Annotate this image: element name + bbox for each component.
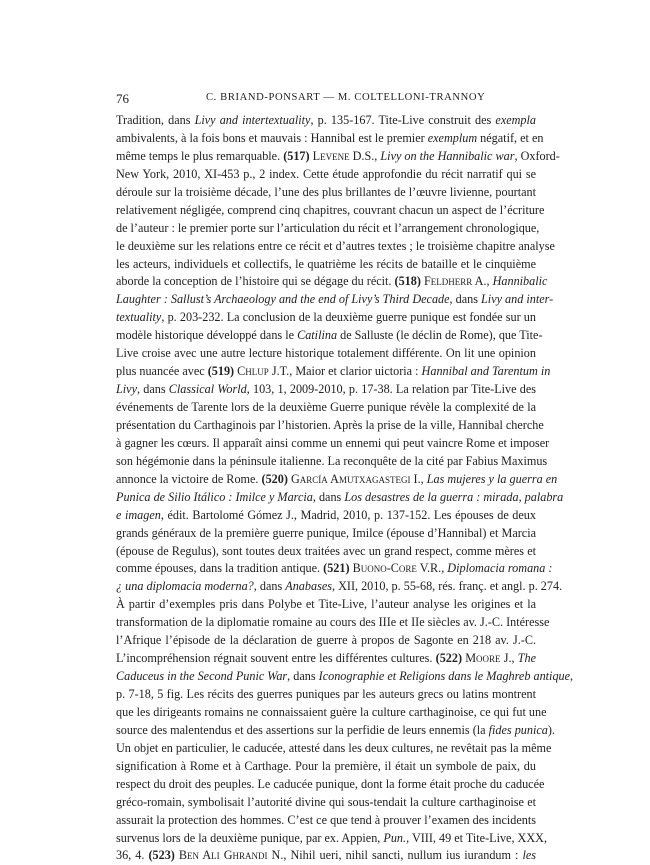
italic-title: exempla	[495, 113, 537, 127]
text-segment: , dans	[312, 489, 345, 504]
text-line	[116, 812, 536, 830]
author-name: Ben Ali Ghrandi	[174, 848, 268, 863]
text-segment: J.,	[500, 651, 518, 666]
text-segment: p. 7-18, 5 fig. Les récits des guerres puniques par les auteurs grecs ou latins montrent	[116, 687, 536, 701]
entry-number: (518)	[394, 274, 421, 289]
italic-title: Hannibal and Tarentum in	[421, 364, 551, 379]
text-segment: signification à Rome et à Carthage. Pour la première, il était un symbole de paix, du	[116, 758, 536, 773]
entry-number: (522)	[435, 651, 463, 666]
text-segment: L’incompréhension régnait souvent entre les différentes cultures.	[116, 651, 436, 666]
text-line	[116, 507, 536, 525]
text-segment: le deuxième sur les relations entre ce récit et d’autres textes ; le troisième chapitre analyse	[116, 238, 555, 253]
text-segment: survenus lors de la deuxième punique, par ex. Appien,	[116, 830, 384, 845]
text-segment: N., Nihil ueri, nihil sancti, nullum ius iurandum :	[267, 848, 523, 863]
text-segment: J.T., Maior et clarior uictoria :	[268, 364, 422, 379]
text-segment: , édit. Bartolomé Gómez J., Madrid, 2010, p. 137-152. Les épouses de deux	[160, 507, 536, 522]
text-line	[116, 776, 545, 794]
text-segment: , XII, 2010, p. 55-68, rés. franç. et angl. p. 274.	[331, 579, 563, 594]
text-segment: Un objet en particulier, le caducée, attesté dans les deux cultures, ne revêtait pas la même	[116, 740, 552, 755]
italic-title: Anabases	[285, 579, 332, 594]
text-line	[116, 686, 536, 704]
text-segment: , 103, 1, 2009-2010, p. 17-38. La relation par Tite-Live des	[246, 382, 537, 397]
italic-title: fides punica	[488, 722, 548, 737]
running-head: C. BRIAND-PONSART — M. COLTELLONI-TRANNOY	[206, 92, 486, 103]
text-segment: plus nuancée avec	[116, 364, 208, 379]
text-line	[116, 704, 547, 722]
text-segment: D.S.,	[349, 148, 381, 163]
text-line	[116, 740, 552, 758]
italic-title: exemplum	[427, 130, 478, 145]
text-line	[116, 417, 544, 435]
italic-title: Caduceus in the Second Punic War	[116, 669, 288, 684]
text-segment: gréco-romain, symbolisait l’autorité divine qui sous-tendait la culture carthaginoise et	[116, 794, 536, 809]
text-segment: aborde la conception de l’histoire qui se dégage du récit.	[116, 274, 395, 289]
italic-title: e imagen	[116, 507, 161, 522]
entry-number: (523)	[148, 848, 175, 863]
text-line	[116, 327, 543, 345]
italic-title: Catilina	[297, 328, 338, 343]
text-segment: les acteurs, individuels et collectifs, le quatrième les récits de bataille et le cinquième	[116, 256, 536, 271]
text-segment: de l’auteur : le premier porte sur l’articulation du récit et l’arrangement chronologique,	[116, 220, 540, 235]
italic-title: Livy and intertextuality	[194, 113, 311, 127]
author-name: Chlup	[234, 364, 269, 379]
italic-title: Livy on the Hannibalic war	[380, 148, 515, 163]
text-segment: , dans	[449, 292, 482, 307]
text-line	[116, 758, 536, 776]
text-segment: son hégémonie dans la péninsule italienne. La reconquête de la cité par Fabius Maximus	[116, 453, 548, 468]
text-segment: respect du droit des peuples. Le caducée punique, dont la forme était proche du caducée	[116, 776, 545, 791]
text-line	[116, 220, 540, 238]
text-line	[116, 596, 536, 614]
text-line	[116, 345, 536, 363]
italic-title: Los desastres de la guerra : mirada, palabra	[344, 489, 564, 504]
text-segment: (épouse de Regulus), sont toutes deux traitées avec un grand respect, comme mères et	[116, 543, 536, 558]
entry-number: (517)	[283, 148, 310, 163]
text-line	[116, 435, 550, 453]
entry-number: (519)	[207, 364, 235, 379]
text-segment: I.,	[410, 471, 427, 486]
text-segment: ambivalents, à la fois bons et mauvais : Hannibal est le premier	[116, 130, 428, 145]
text-line	[116, 291, 554, 309]
italic-title: Livy	[116, 382, 137, 397]
text-line	[116, 363, 551, 381]
text-line	[116, 238, 555, 256]
text-segment: , dans	[253, 579, 286, 594]
text-line	[116, 273, 548, 291]
text-segment: V.R.,	[416, 561, 448, 576]
text-segment: Live croise avec une autre lecture historique totalement différente. On lit une opinion	[116, 346, 536, 361]
italic-title: Las mujeres y la guerra en	[426, 471, 558, 486]
text-segment: modèle historique développé dans le	[116, 328, 298, 343]
italic-title: Laughter : Sallust’s Archaeology and the end of Livy’s Third Decade	[116, 292, 450, 307]
text-line	[116, 112, 536, 130]
text-line	[116, 166, 536, 184]
text-segment: grands généraux de la première guerre punique, Imilce (épouse d’Hannibal) et Marcia	[116, 525, 536, 540]
author-name: Feldherr	[420, 274, 473, 289]
text-segment: assurait la protection des hommes. C’est ce que tend à prouver l’examen des incidents	[116, 812, 536, 827]
text-line	[116, 471, 558, 489]
author-name: Moore	[462, 651, 501, 666]
entry-number: (521)	[323, 561, 350, 576]
text-segment: présentation du Carthaginois par l’historien. Après la prise de la ville, Hannibal cherche	[116, 417, 544, 432]
text-line	[116, 614, 550, 632]
text-line	[116, 399, 536, 417]
text-segment: ,	[570, 669, 574, 684]
text-line	[116, 668, 574, 686]
text-segment: , VIII, 49 et Tite-Live, XXX,	[406, 830, 548, 845]
text-segment: Tradition, dans	[116, 113, 195, 127]
text-segment: annonce la victoire de Rome.	[116, 471, 262, 486]
text-segment: 36, 4.	[116, 848, 149, 863]
italic-title: Hannibalic	[492, 274, 548, 289]
text-line	[116, 184, 536, 202]
text-line	[116, 309, 536, 327]
text-line	[116, 794, 536, 812]
text-segment: A.,	[472, 274, 493, 289]
text-segment: , dans	[136, 382, 169, 397]
text-line	[116, 830, 548, 848]
body-text	[116, 112, 574, 865]
author-name: García Amutxagastegi	[287, 471, 411, 486]
text-line	[116, 560, 553, 578]
page-number: 76	[116, 91, 129, 106]
italic-title: Pun.	[383, 830, 407, 845]
text-line	[116, 722, 555, 740]
text-segment: l’Afrique l’épisode de la déclaration de guerre à propos de Sagonte en 218 av. J.-C.	[116, 633, 536, 648]
italic-title: Classical World	[168, 382, 247, 397]
text-line	[116, 543, 536, 561]
text-segment: même temps le plus remarquable.	[116, 148, 284, 163]
text-segment: source des malentendus et des assertions sur la perfidie de leurs ennemis (la	[116, 722, 489, 737]
text-line	[116, 381, 536, 399]
text-line	[116, 632, 536, 650]
text-segment: comme épouses, dans la tradition antique.	[116, 561, 324, 576]
italic-title: Diplomacia romana :	[447, 561, 553, 576]
text-line	[116, 489, 564, 507]
text-line	[116, 148, 560, 166]
entry-number: (520)	[261, 471, 288, 486]
text-segment: , p. 203-232. La conclusion de la deuxième guerre punique est fondée sur un	[161, 310, 536, 325]
italic-title: Iconographie et Religions dans le Maghreb antique	[318, 669, 571, 684]
text-line	[116, 130, 544, 148]
text-line	[116, 847, 536, 865]
text-segment: que les dirigeants romains ne connaissaient guère la culture carthaginoise, ce qui fut une	[116, 704, 547, 719]
text-segment: , dans	[287, 669, 319, 684]
text-line	[116, 650, 536, 668]
text-line	[116, 202, 545, 220]
text-segment: , p. 135-167. Tite-Live construit des	[310, 113, 496, 127]
text-line	[116, 578, 563, 596]
page-header	[116, 91, 536, 107]
text-segment: relativement négligée, comprend cinq chapitres, couvrant chacun un aspect de l’écriture	[116, 202, 545, 217]
text-segment: déroule sur la troisième décade, l’une des plus brillantes de l’œuvre livienne, pourtant	[116, 184, 536, 199]
text-line	[116, 453, 548, 471]
text-segment: négatif, et en	[477, 130, 544, 145]
text-segment: New York, 2010, XI-453 p., 2 index. Cette étude approfondie du récit narratif qui se	[116, 166, 536, 181]
italic-title: les	[522, 848, 536, 863]
text-segment: événements de Tarente lors de la deuxième Guerre punique révèle la complexité de la	[116, 400, 536, 414]
text-line	[116, 525, 536, 543]
text-segment: À partir d’exemples pris dans Polybe et Tite-Live, l’auteur analyse les origines et la	[116, 597, 536, 612]
text-line	[116, 256, 536, 274]
text-segment: transformation de la diplomatie romaine au cours des IIIe et IIe siècles av. J.-C. Intéresse	[116, 615, 550, 630]
text-segment: ).	[547, 722, 555, 737]
italic-title: textuality	[116, 310, 162, 325]
text-segment: à gagner les cœurs. Il apparaît ainsi comme un ennemi qui peut vaincre Rome et imposer	[116, 435, 550, 450]
italic-title: ¿ una diplomacia moderna?	[116, 579, 254, 594]
italic-title: The	[517, 651, 537, 666]
author-name: Buono-Core	[349, 561, 417, 576]
italic-title: Livy and inter-	[481, 292, 554, 307]
text-segment: de Salluste (le déclin de Rome), que Tite-	[337, 328, 543, 343]
text-segment: , Oxford-	[514, 148, 560, 163]
author-name: Levene	[309, 148, 350, 163]
italic-title: Punica de Silio Itálico : Imilce y Marcia	[116, 489, 313, 504]
